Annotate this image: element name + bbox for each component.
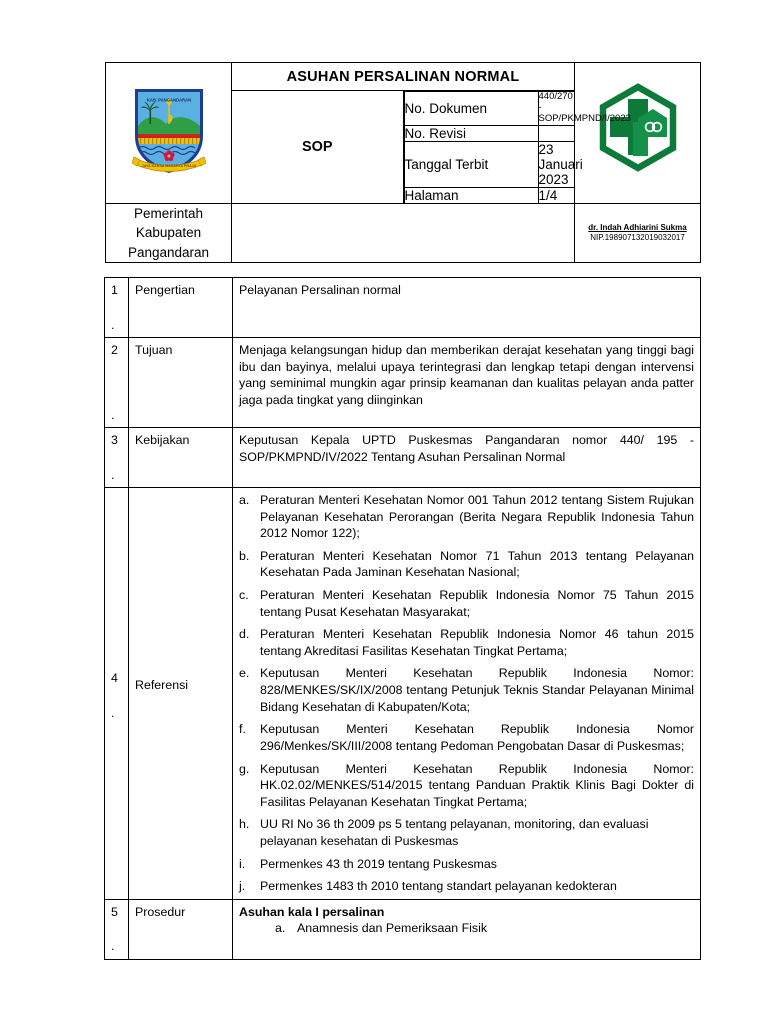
doc-number-line-2: -SOP/PKMPND/I/2023 (538, 101, 631, 124)
government-line-1: Pemerintah (133, 205, 204, 221)
list-item (239, 920, 694, 937)
header-main-row (106, 63, 701, 91)
sop-content-table (104, 277, 701, 960)
list-marker: g. (239, 761, 250, 776)
row-number (105, 428, 129, 488)
list-marker: h. (239, 817, 250, 832)
row-number (105, 338, 129, 428)
list-text: UU RI No 36 th 2009 ps 5 tentang pelayanan, monitoring, dan evaluasi pelayanan kesehatan di Puskesmas (260, 817, 649, 848)
signature-blank-area (232, 203, 575, 263)
emblem-motto-text: JAYA KARSA MAKARYA PRAJA (141, 164, 196, 169)
header-fields-cell (403, 91, 631, 204)
row-number-value: 2 (111, 343, 118, 357)
value-tanggal-terbit: 23 Januari 2023 (538, 141, 583, 187)
list-item (239, 665, 694, 715)
list-marker: f. (239, 722, 246, 737)
list-marker: b. (239, 548, 250, 563)
header-table (105, 62, 701, 263)
value-no-revisi (538, 125, 574, 141)
field-row-no-dokumen (404, 92, 574, 126)
list-marker: d. (239, 627, 250, 642)
list-text: Peraturan Menteri Kesehatan Republik Indonesia Nomor 46 tahun 2015 tentang Akreditasi Fasilitas Kesehatan Tingkat Pertama; (260, 627, 694, 658)
sop-content-block (104, 277, 701, 960)
signature-block (575, 203, 701, 263)
row-number-value: 1 (111, 283, 118, 297)
row-number-value: 3 (111, 433, 118, 447)
label-no-revisi: No. Revisi (404, 125, 538, 141)
list-text: Keputusan Menteri Kesehatan Republik Indonesia Nomor: HK.02.02/MENKES/514/2015 tentang Panduan Praktik Klinis Bagi Dokter di Fasilitas Pelayanan Kesehatan Tingkat Pertama; (260, 761, 694, 809)
field-row-tanggal-terbit (404, 141, 574, 187)
government-line-2: Kabupaten (135, 225, 202, 241)
label-halaman: Halaman (404, 187, 538, 203)
row-number-dot: . (111, 705, 115, 720)
row-label-pengertian: Pengertian (129, 278, 233, 338)
sop-table-body (105, 278, 701, 960)
list-text: Permenkes 43 th 2019 tentang Puskesmas (260, 856, 497, 871)
kebijakan-text: Keputusan Kepala UPTD Puskesmas Pangandaran nomor 440/ 195 - SOP/PKMPND/IV/2022 Tentang Asuhan Persalinan Normal (239, 433, 694, 464)
list-marker: i. (239, 856, 246, 871)
table-row (105, 899, 701, 959)
list-item (239, 548, 694, 581)
puskesmas-logo-icon (595, 82, 681, 178)
list-item (239, 721, 694, 754)
emblem-cell (106, 63, 232, 204)
list-item (239, 856, 694, 873)
list-marker: e. (239, 666, 250, 681)
list-item (239, 492, 694, 542)
list-marker: j. (239, 879, 246, 894)
row-label-tujuan: Tujuan (129, 338, 233, 428)
referensi-list (239, 492, 694, 895)
signer-nip: NIP.198907132019032017 (590, 233, 685, 243)
row-content-referensi (233, 488, 701, 900)
list-text: Keputusan Menteri Kesehatan Republik Indonesia Nomor: 828/MENKES/SK/IX/2008 tentang Petunjuk Teknis Standar Pelayanan Minimal Bidang Kesehatan di Kabupaten/Kota; (260, 666, 694, 714)
field-row-halaman (404, 187, 574, 203)
row-label-prosedur: Prosedur (129, 899, 233, 959)
row-number-dot: . (111, 407, 115, 422)
row-number (105, 278, 129, 338)
referensi-label-text: Referensi (135, 678, 189, 692)
table-row (105, 488, 701, 900)
list-text: Anamnesis dan Pemeriksaan Fisik (297, 921, 488, 936)
field-row-no-revisi (404, 125, 574, 141)
value-no-dokumen (538, 91, 631, 126)
signer-name: dr. Indah Adhiarini Sukma (588, 222, 687, 232)
list-text: Peraturan Menteri Kesehatan Nomor 71 Tahun 2013 tentang Pelayanan Kesehatan Pada Jaminan Kesehatan Nasional; (260, 548, 694, 580)
sop-header-block (105, 62, 701, 263)
list-item (239, 816, 694, 849)
row-number (105, 899, 129, 959)
label-no-dokumen: No. Dokumen (404, 92, 538, 126)
list-item (239, 761, 694, 811)
page-title: ASUHAN PERSALINAN NORMAL (232, 63, 575, 91)
row-content-prosedur (233, 899, 701, 959)
row-content-kebijakan (233, 428, 701, 488)
list-item (239, 587, 694, 620)
row-number-value: 4 (111, 671, 118, 685)
label-tanggal-terbit: Tanggal Terbit (404, 141, 538, 187)
row-number-dot: . (111, 467, 115, 482)
tujuan-text: Menjaga kelangsungan hidup dan memberikan derajat kesehatan yang tinggi bagi ibu dan bayinya, melalui upaya terintegrasi dan lengkap tetapi dengan intervensi yang seminimal mungkin agar prinsip keamanan dan kualitas pelayan anda patter jaga pada tingkat yang diinginkan (239, 343, 694, 407)
table-row (105, 428, 701, 488)
header-signature-row (106, 203, 701, 263)
list-item (239, 626, 694, 659)
prosedur-heading: Asuhan kala I persalinan (239, 904, 385, 919)
pengertian-text: Pelayanan Persalinan normal (239, 283, 401, 297)
row-content-tujuan (233, 338, 701, 428)
list-marker: c. (239, 588, 249, 603)
government-name (106, 203, 232, 263)
puskesmas-logo-cell (575, 63, 701, 204)
row-content-pengertian (233, 278, 701, 338)
row-number (105, 488, 129, 900)
list-item (239, 878, 694, 895)
list-text: Peraturan Menteri Kesehatan Nomor 001 Tahun 2012 tentang Sistem Rujukan Pelayanan Kesehatan Perorangan (Berita Negara Republik Indonesia Tahun 2012 Nomor 122); (260, 493, 694, 541)
government-line-3: Pangandaran (127, 244, 210, 260)
list-text: Keputusan Menteri Kesehatan Republik Indonesia Nomor 296/Menkes/SK/III/2008 tentang Pedoman Pengobatan Dasar di Puskesmas; (260, 722, 694, 753)
row-number-value: 5 (111, 904, 118, 919)
row-number-dot: . (111, 317, 115, 332)
doc-number-line-1: 440/270 (538, 91, 573, 102)
list-marker: a. (239, 493, 250, 507)
kabupaten-pangandaran-emblem-icon (132, 86, 206, 174)
list-text: Permenkes 1483 th 2010 tentang standart pelayanan kedokteran (260, 879, 617, 894)
table-row (105, 338, 701, 428)
list-text: Peraturan Menteri Kesehatan Republik Indonesia Nomor 75 Tahun 2015 tentang Pusat Kesehatan Masyarakat; (260, 588, 694, 619)
row-label-kebijakan: Kebijakan (129, 428, 233, 488)
emblem-caption-text: KAB. PANGANDARAN (146, 97, 191, 103)
table-row (105, 278, 701, 338)
value-halaman: 1/4 (538, 187, 574, 203)
row-number-dot: . (111, 939, 115, 954)
document-fields-table (404, 91, 631, 203)
row-label-referensi (129, 488, 233, 900)
sop-label: SOP (232, 91, 404, 204)
list-marker: a. (275, 921, 286, 936)
